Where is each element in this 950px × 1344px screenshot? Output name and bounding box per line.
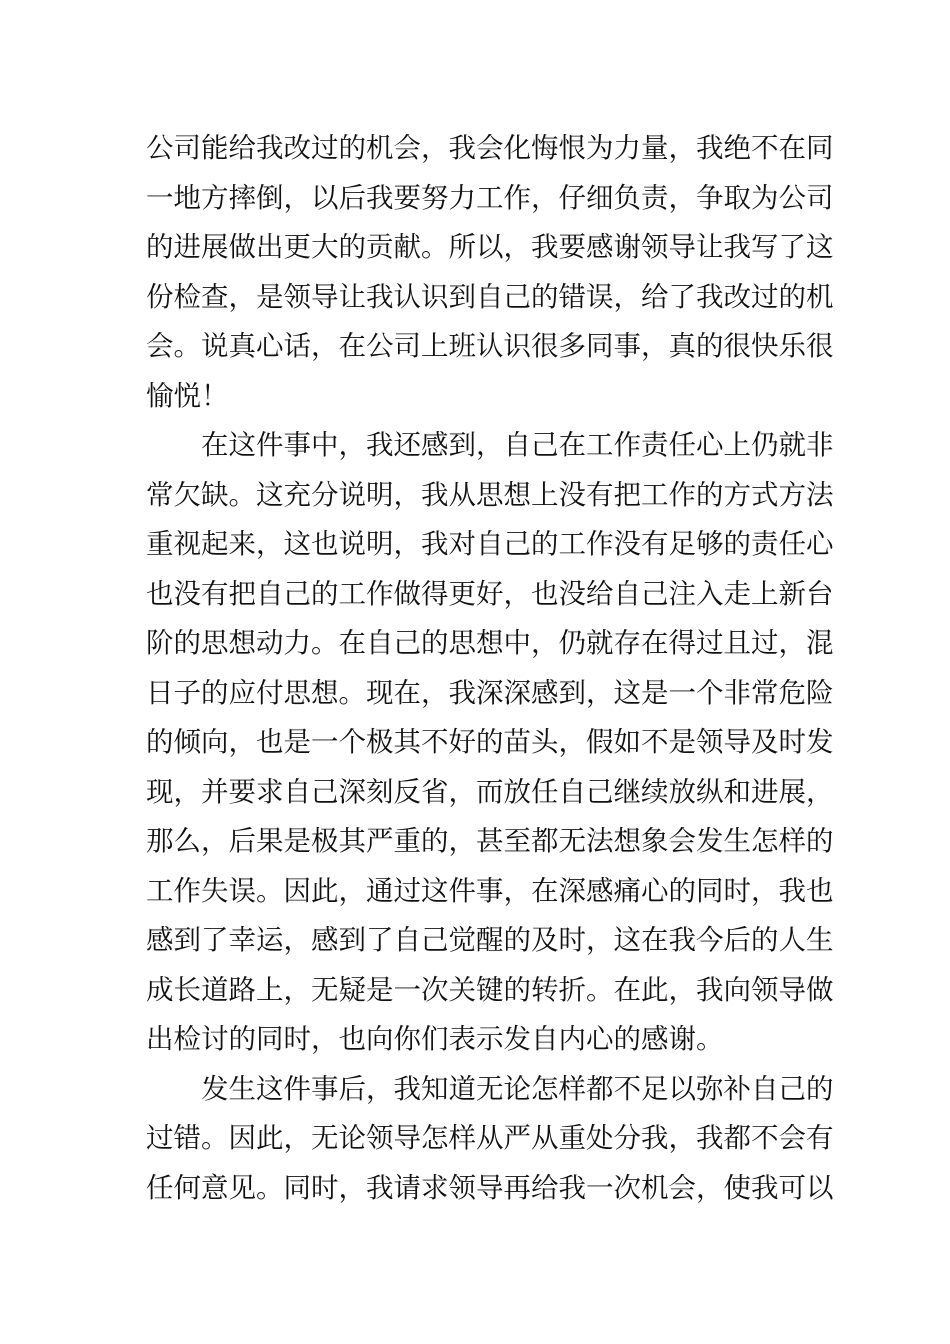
- text-line: 出检讨的同时，也向你们表示发自内心的感谢。: [146, 1023, 724, 1055]
- text-line: 重视起来，这也说明，我对自己的工作没有足够的责任心: [146, 528, 834, 560]
- text-line: 现，并要求自己深刻反省，而放任自己继续放纵和进展，: [146, 775, 834, 808]
- paragraph-1: [146, 124, 834, 421]
- text-line: 日子的应付思想。现在，我深深感到，这是一个非常危险: [146, 676, 834, 709]
- text-line: 成长道路上，无疑是一次关键的转折。在此，我向领导做: [146, 973, 834, 1006]
- text-line: 的倾向，也是一个极其不好的苗头，假如不是领导及时发: [146, 726, 834, 758]
- text-line: 在这件事中，我还感到，自己在工作责任心上仍就非: [201, 429, 834, 461]
- paragraph-3: [146, 1065, 834, 1214]
- text-line: 也没有把自己的工作做得更好，也没给自己注入走上新台: [146, 577, 834, 610]
- document-body: [146, 124, 834, 1213]
- text-line: 工作失误。因此，通过这件事，在深感痛心的同时，我也: [146, 874, 834, 907]
- text-line: 感到了幸运，感到了自己觉醒的及时，这在我今后的人生: [146, 924, 834, 956]
- text-line: 一地方摔倒，以后我要努力工作，仔细负责，争取为公司: [146, 181, 834, 214]
- text-line: 常欠缺。这充分说明，我从思想上没有把工作的方式方法: [146, 478, 834, 511]
- text-line: 份检查，是领导让我认识到自己的错误，给了我改过的机: [146, 280, 834, 313]
- text-line: 任何意见。同时，我请求领导再给我一次机会，使我可以: [146, 1171, 834, 1204]
- text-line: 公司能给我改过的机会，我会化悔恨为力量，我绝不在同: [146, 132, 834, 164]
- text-line: 那么，后果是极其严重的，甚至都无法想象会发生怎样的: [146, 825, 834, 857]
- text-line: 过错。因此，无论领导怎样从严从重处分我，我都不会有: [146, 1122, 834, 1154]
- paragraph-2: [146, 421, 834, 1065]
- text-line: 愉悦！: [146, 379, 229, 412]
- text-line: 阶的思想动力。在自己的思想中，仍就存在得过且过，混: [146, 627, 834, 659]
- text-line: 发生这件事后，我知道无论怎样都不足以弥补自己的: [201, 1072, 834, 1105]
- text-line: 会。说真心话，在公司上班认识很多同事，真的很快乐很: [146, 330, 834, 362]
- text-line: 的进展做出更大的贡献。所以，我要感谢领导让我写了这: [146, 231, 834, 263]
